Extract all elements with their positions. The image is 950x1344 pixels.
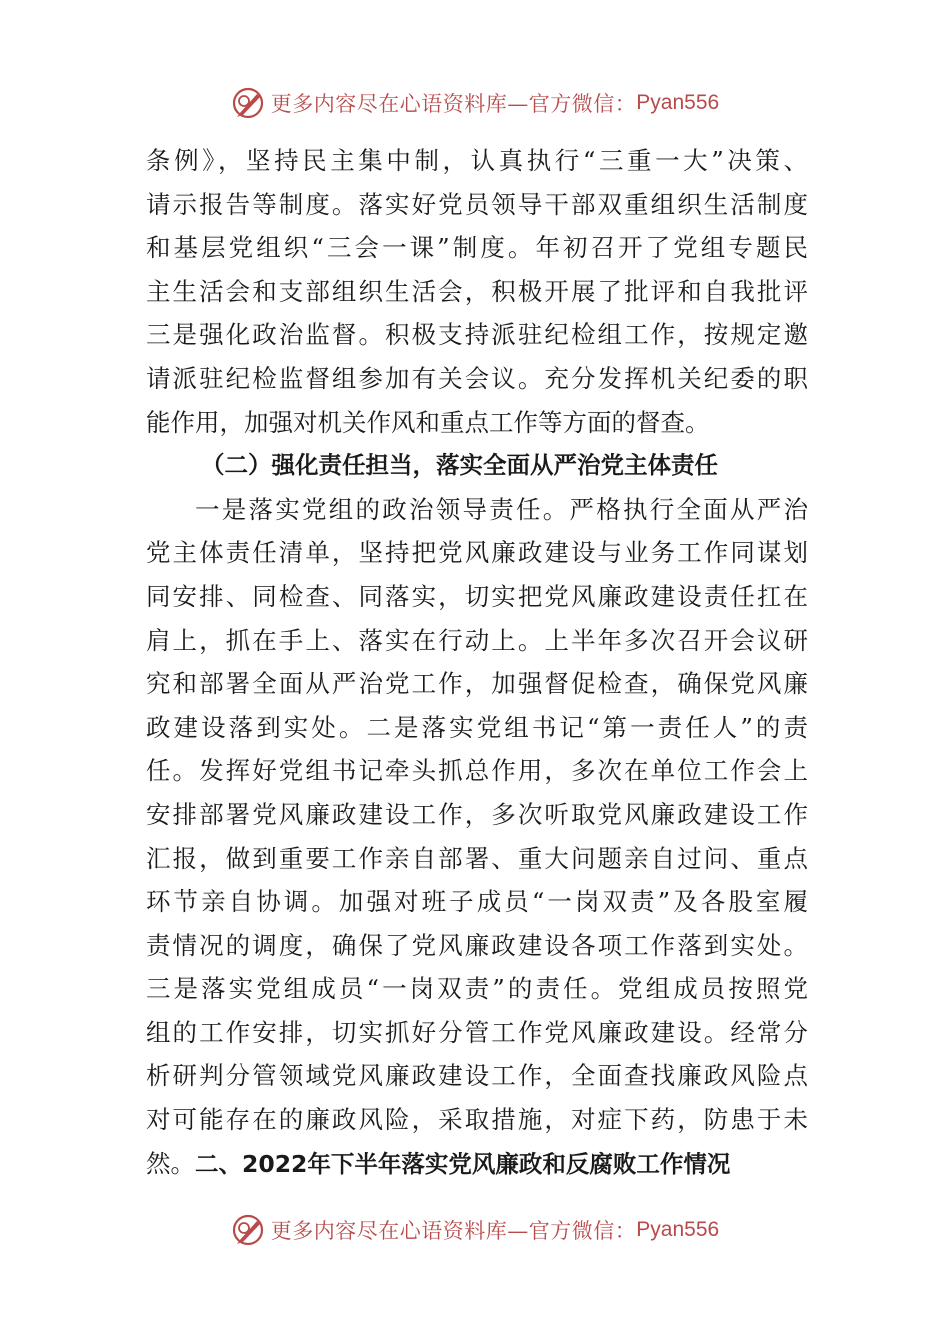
text-line: 究和部署全面从严治党工作，加强督促检查，确保党风廉 [146, 669, 808, 699]
text-line: 析研判分管领域党风廉政建设工作，全面查找廉政风险点 [146, 1061, 808, 1091]
text-line: 政建设落到实处。二是落实党组书记“第一责任人”的责 [146, 712, 808, 742]
final-text-line [146, 1142, 808, 1186]
text-line: 汇报，做到重要工作亲自部署、重大问题亲自过问、重点 [146, 843, 808, 873]
section-heading-2: 二、2022年下半年落实党风廉政和反腐败工作情况 [195, 1149, 731, 1178]
banner-text: 更多内容尽在心语资料库—官方微信： [270, 1219, 637, 1243]
section-heading: （二）强化责任担当，落实全面从严治党主体责任 [201, 451, 718, 480]
text-line: 环节亲自协调。加强对班子成员“一岗双责”及各股室履 [146, 887, 808, 917]
banner-text: 更多内容尽在心语资料库—官方微信： [270, 92, 637, 116]
text-line: 同安排、同检查、同落实，切实把党风廉政建设责任扛在 [146, 581, 808, 611]
text-line: 请示报告等制度。落实好党员领导干部双重组织生活制度 [146, 189, 808, 219]
text-line: 组的工作安排，切实抓好分管工作党风廉政建设。经常分 [146, 1017, 808, 1047]
document-body [146, 139, 808, 1185]
footer-banner [0, 1210, 950, 1250]
text-line: 肩上，抓在手上、落实在行动上。上半年多次召开会议研 [146, 625, 808, 655]
text-line: 三是落实党组成员“一岗双责”的责任。党组成员按照党 [146, 974, 808, 1004]
header-banner [0, 83, 950, 123]
banner-wechat-id: Pyan556 [636, 91, 720, 114]
text-line: 请派驻纪检监督组参加有关会议。充分发挥机关纪委的职 [146, 363, 808, 393]
text-line: 能作用，加强对机关作风和重点工作等方面的督查。 [146, 407, 710, 437]
text-line: 责情况的调度，确保了党风廉政建设各项工作落到实处。 [146, 930, 808, 960]
text-line: 对可能存在的廉政风险，采取措施，对症下药，防患于未 [146, 1105, 808, 1135]
text-line: 一是落实党组的政治领导责任。严格执行全面从严治 [195, 494, 808, 524]
pen-logo-icon [231, 1213, 265, 1247]
banner-wechat-id: Pyan556 [636, 1218, 720, 1241]
pen-logo-icon [231, 86, 265, 120]
text-line: 条例》，坚持民主集中制，认真执行“三重一大”决策、 [146, 146, 808, 175]
text-line: 主生活会和支部组织生活会，积极开展了批评和自我批评 [146, 276, 808, 306]
line-start-text: 然。 [146, 1148, 195, 1178]
text-line: 任。发挥好党组书记牵头抓总作用，多次在单位工作会上 [146, 756, 808, 786]
text-line: 安排部署党风廉政建设工作，多次听取党风廉政建设工作 [146, 799, 808, 829]
text-line: 党主体责任清单，坚持把党风廉政建设与业务工作同谋划 [146, 538, 808, 568]
text-line: 和基层党组织“三会一课”制度。年初召开了党组专题民 [146, 233, 808, 263]
text-line: 三是强化政治监督。积极支持派驻纪检组工作，按规定邀 [146, 320, 808, 350]
